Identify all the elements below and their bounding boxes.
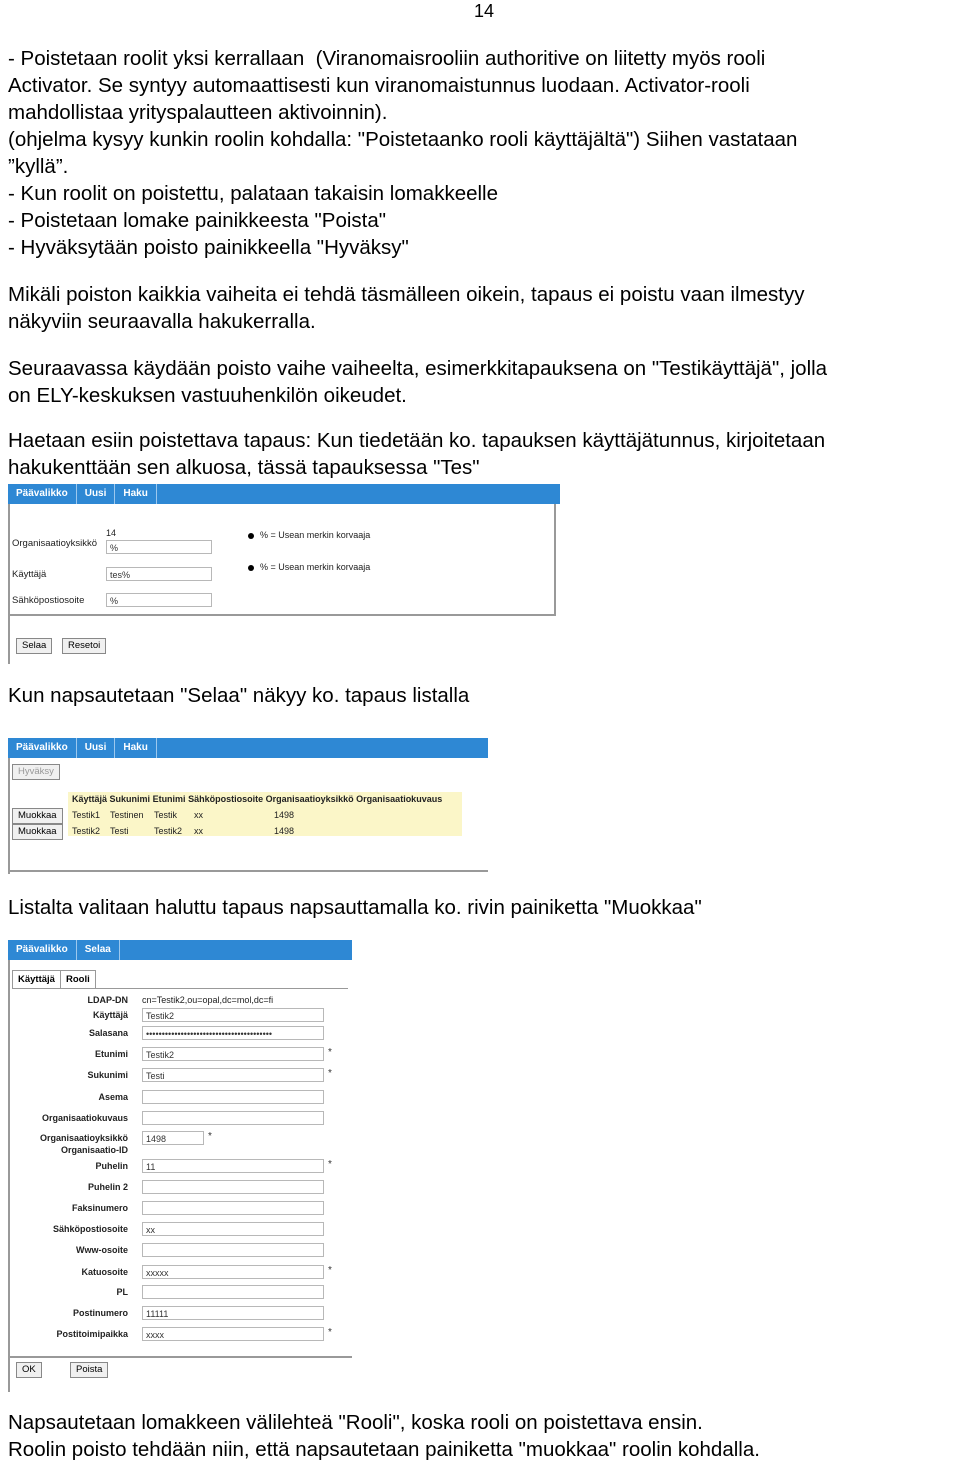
- cell-firstname: Testik: [154, 810, 178, 820]
- cell-email: xx: [194, 810, 203, 820]
- field-input[interactable]: xxxx: [142, 1327, 324, 1341]
- browse-button[interactable]: Selaa: [16, 638, 52, 654]
- delete-button[interactable]: Poista: [70, 1362, 108, 1378]
- frame-divider: [8, 614, 556, 616]
- paragraph-line: Seuraavassa käydään poisto vaihe vaiheelta, esimerkkitapauksena on "Testikäyttäjä", jolla: [8, 357, 828, 380]
- hint-1: [248, 530, 370, 540]
- field-label: Etunimi: [95, 1049, 128, 1059]
- menu-item-main[interactable]: Päävalikko: [8, 940, 77, 960]
- hint-2: [248, 562, 370, 572]
- field-label: PL: [116, 1287, 128, 1297]
- paragraph-line: - Kun roolit on poistettu, palataan takaisin lomakkeelle: [8, 182, 499, 205]
- menu-bar: [8, 738, 488, 758]
- field-label: Katuosoite: [81, 1267, 128, 1277]
- field-input[interactable]: Testik2: [142, 1047, 324, 1061]
- reset-button[interactable]: Resetoi: [62, 638, 106, 654]
- org-number: 14: [106, 528, 117, 538]
- required-icon: *: [328, 1159, 332, 1170]
- edit-button[interactable]: Muokkaa: [12, 824, 63, 840]
- field-label: Puhelin: [95, 1161, 128, 1171]
- cell-user: Testik2: [72, 826, 101, 836]
- bullet-icon: [248, 533, 254, 539]
- paragraph-line: hakukenttään sen alkuosa, tässä tapauksessa "Tes": [8, 456, 480, 479]
- paragraph-line: on ELY-keskuksen vastuuhenkilön oikeudet.: [8, 384, 407, 407]
- col-org-desc: Organisaatiokuvaus: [356, 794, 443, 804]
- paragraph-line: Mikäli poiston kaikkia vaiheita ei tehdä täsmälleen oikein, tapaus ei poistu vaan ilmestyy: [8, 283, 805, 306]
- field-label: Organisaatioyksikkö: [39, 1133, 128, 1143]
- approve-button[interactable]: Hyväksy: [12, 764, 60, 780]
- ldap-dn-value: cn=Testik2,ou=opal,dc=mol,dc=fi: [142, 995, 274, 1005]
- tab-role[interactable]: Rooli: [60, 970, 96, 988]
- cell-lastname: Testi: [110, 826, 129, 836]
- menu-item-new[interactable]: Uusi: [77, 484, 116, 504]
- paragraph-line: Haetaan esiin poistettava tapaus: Kun tiedetään ko. tapauksen käyttäjätunnus, kirjoitetaan: [8, 429, 826, 452]
- frame-left: [8, 758, 10, 874]
- result-table-header: [72, 794, 442, 804]
- paragraph-line: Napsautetaan lomakkeen välilehteä "Rooli", koska rooli on poistettava ensin.: [8, 1411, 703, 1434]
- menu-item-search[interactable]: Haku: [115, 738, 156, 758]
- field-label: Organisaatiokuvaus: [41, 1113, 128, 1123]
- frame-right: [554, 504, 556, 616]
- menu-item-search[interactable]: Haku: [115, 484, 156, 504]
- menu-item-main[interactable]: Päävalikko: [8, 484, 77, 504]
- field-input[interactable]: [142, 1285, 324, 1299]
- menu-item-main[interactable]: Päävalikko: [8, 738, 77, 758]
- tab-line: [12, 988, 348, 989]
- field-input[interactable]: 11111: [142, 1306, 324, 1320]
- field-input[interactable]: [142, 1180, 324, 1194]
- search-form-screenshot: [8, 484, 560, 664]
- required-icon: *: [328, 1047, 332, 1058]
- frame-left: [8, 504, 10, 664]
- field-input[interactable]: 11: [142, 1159, 324, 1173]
- org-label: Organisaatioyksikkö: [12, 538, 98, 549]
- required-icon: *: [208, 1131, 212, 1142]
- menu-bar: [8, 484, 560, 504]
- field-input[interactable]: [142, 1111, 324, 1125]
- field-input[interactable]: [142, 1090, 324, 1104]
- field-input[interactable]: Testik2: [142, 1008, 324, 1022]
- user-label: Käyttäjä: [12, 569, 47, 580]
- paragraph-line: ”kyllä”.: [8, 155, 69, 178]
- paragraph-line: Kun napsautetaan "Selaa" näkyy ko. tapaus listalla: [8, 684, 470, 707]
- paragraph-line: Listalta valitaan haluttu tapaus napsauttamalla ko. rivin painiketta "Muokkaa": [8, 896, 702, 919]
- menu-item-new[interactable]: Uusi: [77, 738, 116, 758]
- frame-left: [8, 960, 10, 1392]
- field-label: Www-osoite: [76, 1245, 128, 1255]
- field-input[interactable]: 1498: [142, 1131, 204, 1145]
- cell-user: Testik1: [72, 810, 101, 820]
- paragraph-line: (ohjelma kysyy kunkin roolin kohdalla: "Poistetaanko rooli käyttäjältä") Siihen vastataan: [8, 128, 798, 151]
- user-input[interactable]: tes%: [106, 567, 212, 581]
- field-label: Asema: [98, 1092, 128, 1102]
- menu-bar: [8, 940, 352, 960]
- email-input[interactable]: %: [106, 593, 212, 607]
- field-label: LDAP-DN: [87, 995, 128, 1005]
- required-icon: *: [328, 1327, 332, 1338]
- cell-firstname: Testik2: [154, 826, 183, 836]
- frame-bottom: [8, 870, 488, 872]
- col-firstname: Etunimi: [152, 794, 186, 804]
- field-label: Organisaatio-ID: [60, 1145, 128, 1155]
- field-input[interactable]: xxxxx: [142, 1265, 324, 1279]
- field-label: Postinumero: [72, 1308, 128, 1318]
- field-input[interactable]: [142, 1201, 324, 1215]
- cell-email: xx: [194, 826, 203, 836]
- col-email: Sähköpostiosoite: [188, 794, 264, 804]
- user-edit-screenshot: [8, 940, 352, 1392]
- field-input[interactable]: [142, 1243, 324, 1257]
- field-label: Sähköpostiosoite: [52, 1224, 128, 1234]
- field-input[interactable]: Testi: [142, 1068, 324, 1082]
- ok-button[interactable]: OK: [16, 1362, 42, 1378]
- paragraph-line: - Hyväksytään poisto painikkeella "Hyväksy": [8, 236, 409, 259]
- field-label: Postitoimipaikka: [56, 1329, 128, 1339]
- paragraph-line: Roolin poisto tehdään niin, että napsautetaan painiketta "muokkaa" roolin kohdalla.: [8, 1438, 760, 1461]
- cell-org-unit: 1498: [274, 810, 295, 820]
- paragraph-line: näkyviin seuraavalla hakukerralla.: [8, 310, 316, 333]
- menu-item-browse[interactable]: Selaa: [77, 940, 120, 960]
- paragraph-line: - Poistetaan roolit yksi kerrallaan (Viranomaisrooliin authoritive on liitetty myös rooli: [8, 47, 766, 70]
- bullet-icon: [248, 565, 254, 571]
- hint-2-text: % = Usean merkin korvaaja: [260, 562, 371, 572]
- tab-user[interactable]: Käyttäjä: [12, 970, 61, 988]
- email-label: Sähköpostiosoite: [12, 595, 85, 606]
- col-lastname: Sukunimi: [109, 794, 151, 804]
- field-label: Puhelin 2: [87, 1182, 128, 1192]
- field-input[interactable]: ••••••••••••••••••••••••••••••••••••••••: [142, 1026, 324, 1040]
- field-label: Salasana: [88, 1028, 128, 1038]
- col-user: Käyttäjä: [72, 794, 108, 804]
- org-input[interactable]: %: [106, 540, 212, 554]
- field-label: Faksinumero: [71, 1203, 128, 1213]
- paragraph-line: - Poistetaan lomake painikkeesta "Poista": [8, 209, 387, 232]
- frame-divider: [8, 1356, 352, 1358]
- field-label: Sukunimi: [87, 1070, 128, 1080]
- cell-lastname: Testinen: [110, 810, 144, 820]
- page-number: 14: [474, 1, 495, 21]
- paragraph-line: Activator. Se syntyy automaattisesti kun viranomaistunnus luodaan. Activator-rooli: [8, 74, 750, 97]
- field-input[interactable]: xx: [142, 1222, 324, 1236]
- edit-button[interactable]: Muokkaa: [12, 808, 63, 824]
- col-org-unit: Organisaatioyksikkö: [265, 794, 354, 804]
- required-icon: *: [328, 1265, 332, 1276]
- paragraph-line: mahdollistaa yrityspalautteen aktivoinnin).: [8, 101, 388, 124]
- cell-org-unit: 1498: [274, 826, 295, 836]
- result-list-screenshot: [8, 738, 488, 874]
- field-label: Käyttäjä: [92, 1010, 128, 1020]
- hint-1-text: % = Usean merkin korvaaja: [260, 530, 371, 540]
- required-icon: *: [328, 1068, 332, 1079]
